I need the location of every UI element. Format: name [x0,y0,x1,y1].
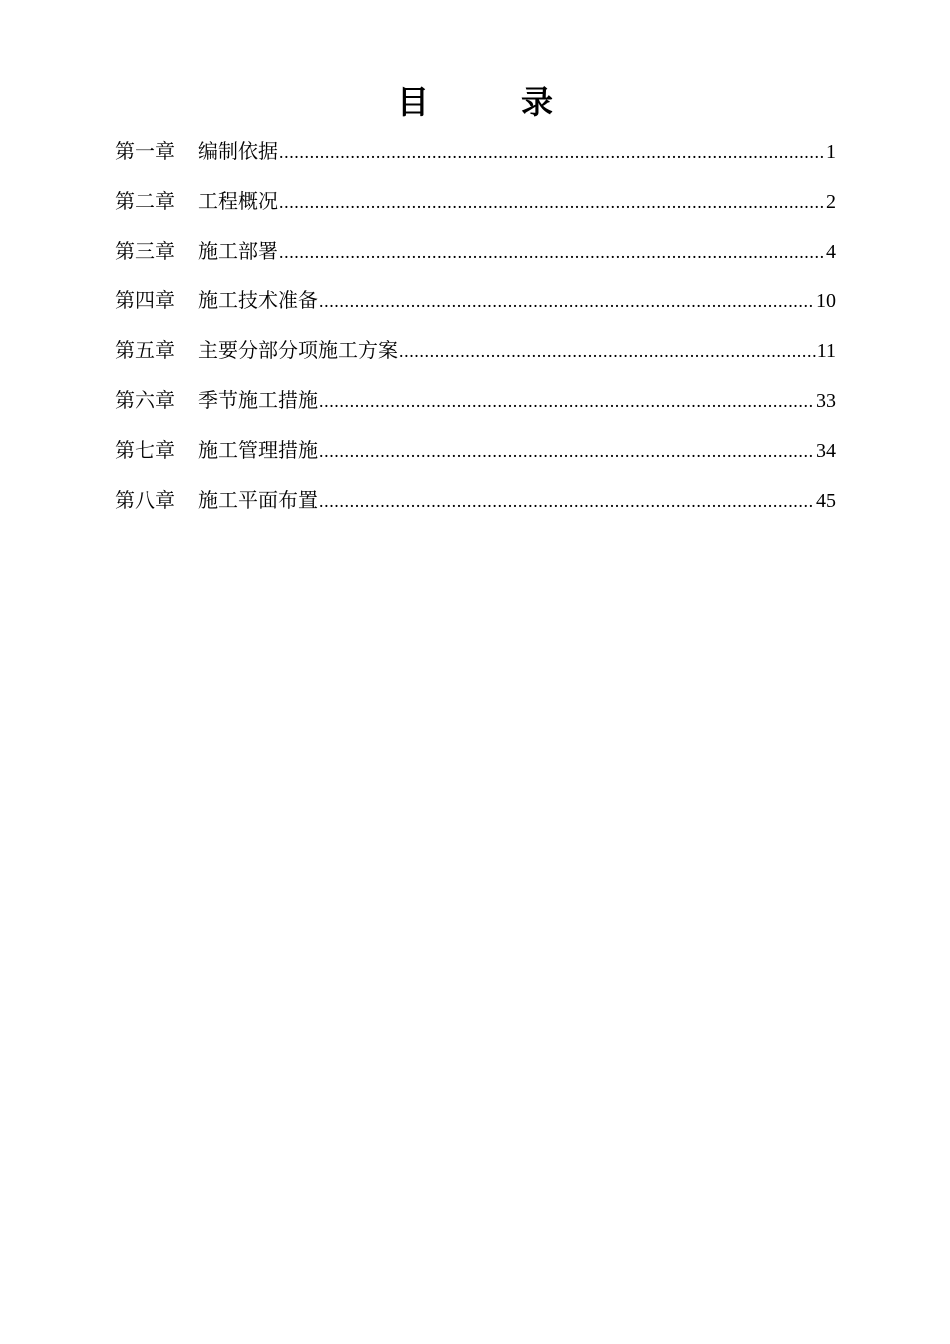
toc-chapter-title: 施工部署 [198,238,278,263]
toc-chapter-number: 第五章 [115,338,175,363]
toc-page-number: 45 [816,489,836,512]
toc-dot-leader [279,233,825,271]
toc-chapter-title: 施工平面布置 [198,487,318,512]
toc-dot-leader [319,382,815,420]
toc-dot-leader [279,133,825,171]
toc-page-number: 2 [826,190,836,213]
toc-entry[interactable] [115,281,836,331]
toc-chapter-number: 第八章 [115,487,175,512]
toc-entry[interactable] [115,331,836,381]
toc-entry[interactable] [115,381,836,431]
toc-title: 目 录 [396,83,583,121]
toc-dot-leader [319,282,815,320]
toc-page-number: 4 [826,240,836,263]
toc-page-number: 34 [816,439,836,462]
toc-chapter-title: 主要分部分项施工方案 [198,338,398,363]
toc-dot-leader [319,482,815,520]
toc-chapter-title: 施工技术准备 [198,288,318,313]
toc-dot-leader [279,183,825,221]
toc-entry[interactable] [115,481,836,531]
toc-page-number: 11 [816,340,836,363]
toc-chapter-number: 第七章 [115,437,175,462]
toc-page-number: 1 [826,141,836,163]
toc-chapter-number: 第二章 [115,188,175,213]
toc-chapter-title: 季节施工措施 [198,387,318,412]
toc-chapter-title: 编制依据 [198,139,278,163]
toc-entry[interactable] [115,182,836,232]
toc-page-number: 10 [816,290,836,313]
toc-chapter-number: 第一章 [115,139,175,163]
toc-chapter-title: 工程概况 [198,188,278,213]
toc-page-number: 33 [816,389,836,412]
toc-chapter-number: 第四章 [115,288,175,313]
toc-chapter-number: 第六章 [115,387,175,412]
toc-dot-leader [319,432,815,470]
toc-chapter-number: 第三章 [115,238,175,263]
toc-entry[interactable] [115,132,836,182]
toc-entry[interactable] [115,232,836,282]
toc-list [115,132,836,530]
toc-entry[interactable] [115,431,836,481]
toc-chapter-title: 施工管理措施 [198,437,318,462]
toc-dot-leader [399,332,816,370]
